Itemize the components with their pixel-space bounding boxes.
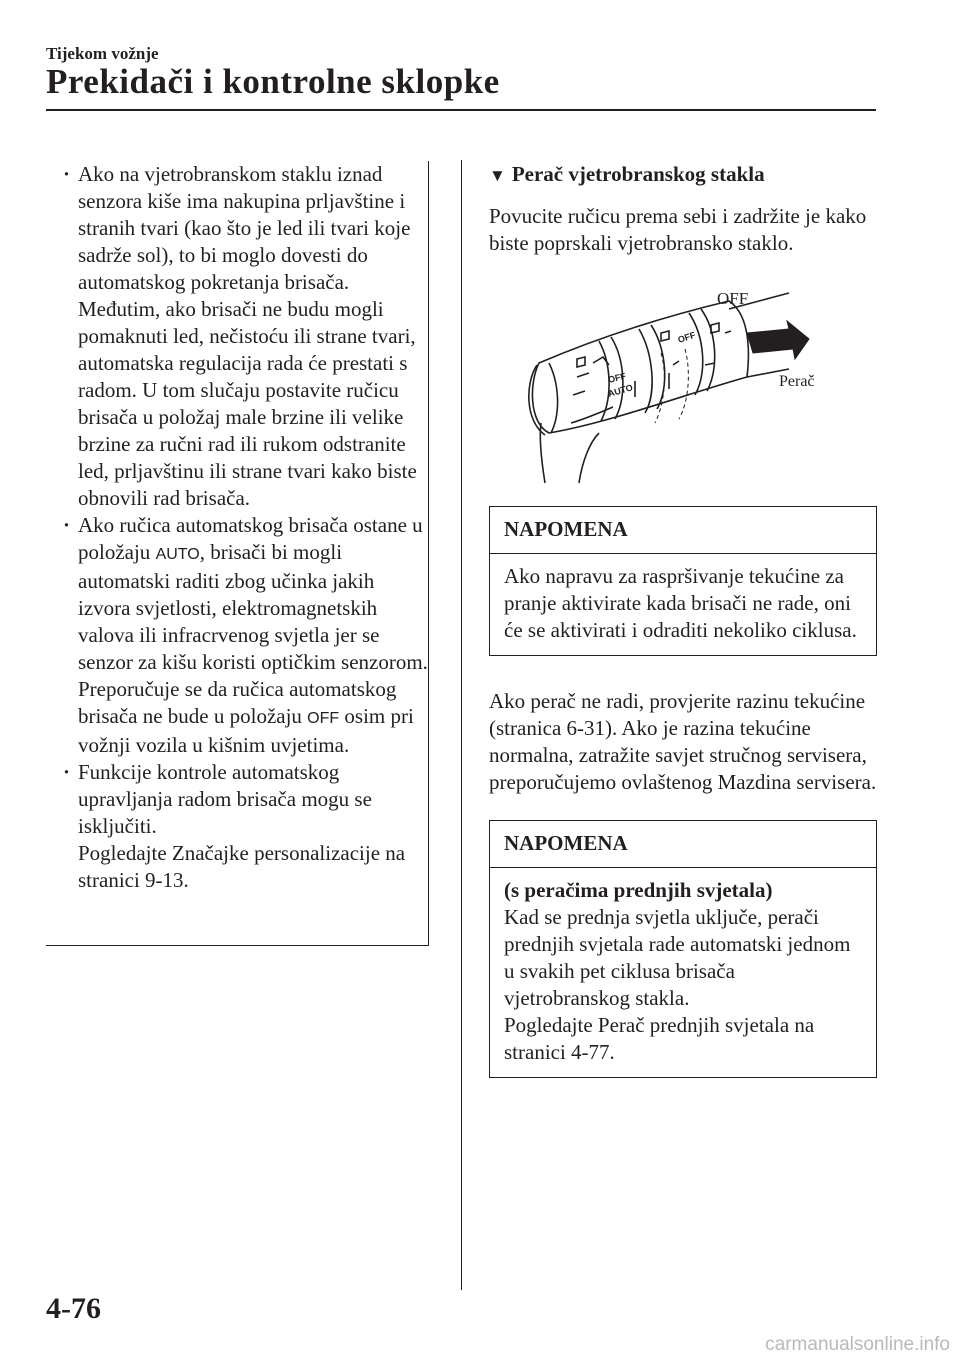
cross-reference: Pogledajte Značajke personalizacije na stranici 9-13. — [78, 841, 406, 892]
section-label: Tijekom vožnje — [46, 44, 159, 63]
note-box — [489, 506, 877, 656]
note-title: NAPOMENA — [490, 507, 876, 554]
caution-list — [60, 161, 428, 894]
off-symbol: OFF — [307, 710, 340, 727]
lever-off-text-2: OFF — [607, 370, 627, 385]
auto-symbol: AUTO — [155, 546, 200, 563]
note-text: Ako napravu za raspršivanje tekućine za pranje aktivirate kada brisači ne rade, oni će se aktivirati i odraditi nekoliko ciklusa. — [504, 564, 857, 642]
figure-label-off: OFF — [717, 289, 749, 308]
note-text: Kad se prednja svjetla uključe, perači prednjih svjetala rade automatski jednom u svakih pet ciklusa brisača vjetrobranskog stakla. — [504, 905, 851, 1010]
watermark: carmanualsonline.info — [765, 1334, 950, 1355]
caution-item-auto-position — [60, 512, 428, 759]
note-box-headlamp-washer — [489, 820, 877, 1078]
page-title: Prekidači i kontrolne sklopke — [46, 62, 500, 101]
column-divider — [461, 160, 462, 1290]
washer-pull-arrow-icon — [747, 321, 809, 359]
note-title: NAPOMENA — [490, 821, 876, 868]
caution-item-personalization — [60, 759, 428, 894]
cross-reference: Pogledajte Perač prednjih svjetala na stranici 4-77. — [504, 1013, 815, 1064]
intro-paragraph: Povucite ručicu prema sebi i zadržite je kako biste poprskali vjetrobransko staklo. — [489, 204, 867, 255]
caution-box — [46, 161, 429, 946]
caution-item-text: · Funkcije kontrole automatskog upravljanja radom brisača mogu se isključiti. — [78, 760, 372, 838]
section-heading: ▼ Perač vjetrobranskog stakla — [489, 162, 765, 186]
note-body — [490, 554, 876, 655]
note-subheading: (s peračima prednjih svjetala) — [504, 878, 773, 902]
caution-item-rain-sensor-dirt — [60, 161, 428, 512]
triangle-marker-icon: ▼ — [489, 166, 506, 185]
page-number: 4-76 — [46, 1292, 101, 1325]
note-body — [490, 868, 876, 1077]
lever-off-text: OFF — [676, 329, 697, 345]
wiper-lever-illustration — [489, 273, 877, 488]
troubleshooting-paragraph: Ako perač ne radi, provjerite razinu tekućine (stranica 6-31). Ako je razina tekućine normalna, zatražite savjet stručnog servisera, preporučujemo ovlaštenog Mazdina servisera. — [489, 689, 877, 794]
lever-auto-text: AUTO — [606, 382, 634, 399]
caution-item-text: · Ako ručica automatskog brisača ostane u položaju AUTO, brisači bi mogli automatski raditi zbog učinka jakih izvora svjetlosti, elektromagnetskih valova ili infracrvenog svjetla jer se senzor za kišu koristi optičkim senzorom. Preporučuje se da ručica automatskog brisača ne bude u položaju OFF osim pri vožnji vozila u kišnim uvjetima. — [78, 513, 428, 757]
figure-label-washer: Perač — [779, 373, 815, 390]
washer-section — [489, 161, 877, 1078]
caution-item-text: · Ako na vjetrobranskom staklu iznad senzora kiše ima nakupina prljavštine i stranih tvari (kao što je led ili tvari koje sadrže sol), to bi moglo dovesti do automatskog pokretanja brisača. Međutim, ako brisači ne budu mogli pomaknuti led, nečistoću ili strane tvari, automatska regulacija rada će prestati s radom. U tom slučaju postavite ručicu brisača u položaj male brzine ili velike brzine za ručni rad ili rukom odstranite led, prljavštinu ili strane tvari kako biste obnovili rad brisača. — [78, 162, 417, 510]
header-rule — [46, 109, 876, 111]
wiper-lever-drawing — [489, 273, 877, 488]
